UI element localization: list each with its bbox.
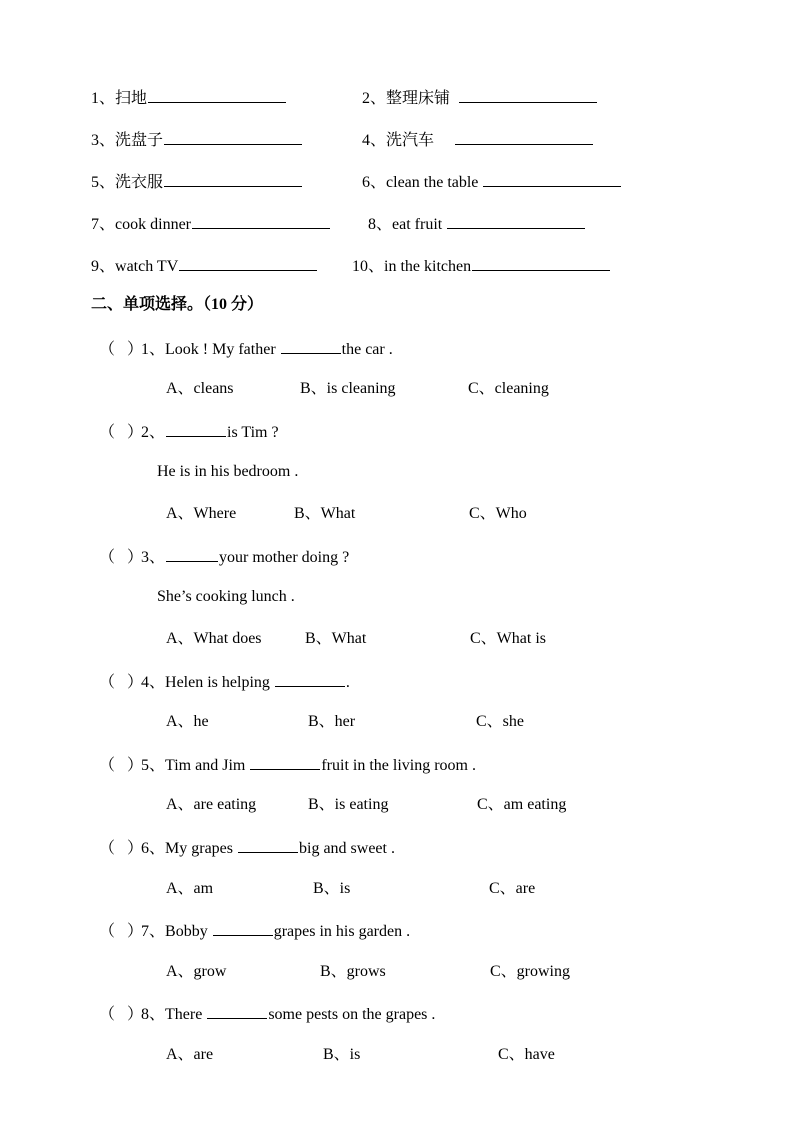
item-number: 7 — [91, 216, 99, 233]
question-text-post: big and sweet . — [299, 840, 395, 857]
separator: 、 — [370, 132, 387, 149]
separator: 、 — [149, 1006, 166, 1023]
item-text: 扫地 — [115, 90, 148, 107]
question-text-post: grapes in his garden . — [273, 923, 411, 940]
option-b[interactable]: B、What — [294, 505, 356, 522]
question-text-pre: There — [165, 1006, 203, 1023]
question-1 — [99, 338, 393, 360]
separator: 、 — [149, 757, 166, 774]
item-text: 洗汽车 — [386, 132, 435, 149]
question-7 — [99, 920, 410, 942]
separator: 、 — [368, 258, 385, 275]
separator: 、 — [99, 90, 116, 107]
section-2-heading: 二、单项选择。（10 分） — [91, 296, 264, 313]
question-number: 2 — [141, 424, 149, 441]
option-a[interactable]: A、are — [166, 1046, 214, 1063]
question-blank[interactable] — [281, 338, 341, 354]
question-blank[interactable] — [250, 754, 320, 770]
option-b[interactable]: B、is — [323, 1046, 361, 1063]
answer-blank[interactable] — [459, 87, 597, 103]
separator: 、 — [99, 216, 116, 233]
question-blank[interactable] — [166, 546, 218, 562]
question-text-pre: Bobby — [165, 923, 208, 940]
vocab-item-4 — [362, 129, 594, 151]
option-b[interactable]: B、is cleaning — [300, 380, 396, 397]
question-text-post: the car . — [341, 341, 393, 358]
question-3 — [99, 546, 349, 568]
item-text: in the kitchen — [384, 258, 472, 275]
answer-blank[interactable] — [472, 255, 610, 271]
separator: 、 — [99, 258, 116, 275]
question-number: 8 — [141, 1006, 149, 1023]
question-text-post: is Tim ? — [227, 424, 279, 441]
option-a[interactable]: A、cleans — [166, 380, 234, 397]
item-number: 9 — [91, 258, 99, 275]
question-blank[interactable] — [213, 920, 273, 936]
question-number: 6 — [141, 840, 149, 857]
answer-paren[interactable]: （ ） — [99, 674, 144, 691]
item-number: 1 — [91, 90, 99, 107]
question-text-pre: Tim and Jim — [165, 757, 246, 774]
option-c[interactable]: C、have — [498, 1046, 555, 1063]
item-number: 2 — [362, 90, 370, 107]
vocab-item-10 — [352, 255, 611, 277]
answer-blank[interactable] — [447, 213, 585, 229]
answer-paren[interactable]: （ ） — [99, 341, 144, 358]
item-text: clean the table — [386, 174, 479, 191]
question-4 — [99, 671, 350, 693]
option-a[interactable]: A、are eating — [166, 796, 257, 813]
question-text-pre: Helen is helping — [165, 674, 270, 691]
item-text: 洗衣服 — [115, 174, 164, 191]
answer-blank[interactable] — [164, 171, 302, 187]
answer-blank[interactable] — [192, 213, 330, 229]
question-text-post: . — [345, 674, 350, 691]
item-number: 5 — [91, 174, 99, 191]
item-number: 10 — [352, 258, 368, 275]
answer-paren[interactable]: （ ） — [99, 757, 144, 774]
question-blank[interactable] — [166, 421, 226, 437]
question-blank[interactable] — [207, 1003, 267, 1019]
answer-blank[interactable] — [148, 87, 286, 103]
answer-paren[interactable]: （ ） — [99, 424, 144, 441]
question-number: 7 — [141, 923, 149, 940]
option-b[interactable]: B、grows — [320, 963, 386, 980]
answer-blank[interactable] — [179, 255, 317, 271]
option-a[interactable]: A、grow — [166, 963, 227, 980]
vocab-item-8 — [368, 213, 586, 235]
separator: 、 — [149, 923, 166, 940]
question-6 — [99, 837, 395, 859]
separator: 、 — [149, 840, 166, 857]
separator: 、 — [149, 424, 166, 441]
question-8 — [99, 1003, 435, 1025]
item-number: 4 — [362, 132, 370, 149]
question-blank[interactable] — [275, 671, 345, 687]
item-text: 洗盘子 — [115, 132, 164, 149]
question-number: 3 — [141, 549, 149, 566]
question-answer-line: He is in his bedroom . — [157, 463, 299, 480]
question-number: 5 — [141, 757, 149, 774]
question-blank[interactable] — [238, 837, 298, 853]
vocab-item-6 — [362, 171, 622, 193]
option-b[interactable]: B、is eating — [308, 796, 389, 813]
question-text-post: some pests on the grapes . — [268, 1006, 436, 1023]
separator: 、 — [370, 90, 387, 107]
answer-paren[interactable]: （ ） — [99, 923, 144, 940]
question-text-pre: My grapes — [165, 840, 233, 857]
item-number: 8 — [368, 216, 376, 233]
question-text-post: fruit in the living room . — [321, 757, 476, 774]
option-c[interactable]: C、are — [489, 880, 536, 897]
vocab-item-9 — [91, 255, 318, 277]
separator: 、 — [149, 341, 166, 358]
option-a[interactable]: A、What does — [166, 630, 262, 647]
item-text: cook dinner — [115, 216, 191, 233]
answer-blank[interactable] — [455, 129, 593, 145]
separator: 、 — [99, 132, 116, 149]
option-c[interactable]: C、she — [476, 713, 525, 730]
option-c[interactable]: C、Who — [469, 505, 527, 522]
separator: 、 — [149, 674, 166, 691]
vocab-item-3 — [91, 129, 303, 151]
item-number: 3 — [91, 132, 99, 149]
option-a[interactable]: A、Where — [166, 505, 237, 522]
option-b[interactable]: B、her — [308, 713, 356, 730]
answer-paren[interactable]: （ ） — [99, 840, 144, 857]
question-text-post: your mother doing ? — [219, 549, 350, 566]
question-text-pre: Look ! My father — [165, 341, 276, 358]
vocab-item-7 — [91, 213, 331, 235]
option-b[interactable]: B、What — [305, 630, 367, 647]
question-5 — [99, 754, 476, 776]
question-2 — [99, 421, 279, 443]
separator: 、 — [370, 174, 387, 191]
answer-blank[interactable] — [483, 171, 621, 187]
item-text: eat fruit — [392, 216, 443, 233]
answer-paren[interactable]: （ ） — [99, 549, 144, 566]
separator: 、 — [376, 216, 393, 233]
question-number: 1 — [141, 341, 149, 358]
option-c[interactable]: C、am eating — [477, 796, 567, 813]
separator: 、 — [149, 549, 166, 566]
option-a[interactable]: A、he — [166, 713, 209, 730]
item-number: 6 — [362, 174, 370, 191]
item-text: watch TV — [115, 258, 179, 275]
option-c[interactable]: C、What is — [470, 630, 546, 647]
vocab-item-1 — [91, 87, 287, 109]
option-c[interactable]: C、cleaning — [468, 380, 549, 397]
separator: 、 — [99, 174, 116, 191]
vocab-item-5 — [91, 171, 303, 193]
item-text: 整理床铺 — [386, 90, 451, 107]
answer-blank[interactable] — [164, 129, 302, 145]
vocab-item-2 — [362, 87, 598, 109]
option-b[interactable]: B、is — [313, 880, 351, 897]
option-a[interactable]: A、am — [166, 880, 214, 897]
question-number: 4 — [141, 674, 149, 691]
question-answer-line: She’s cooking lunch . — [157, 588, 295, 605]
answer-paren[interactable]: （ ） — [99, 1006, 144, 1023]
option-c[interactable]: C、growing — [490, 963, 571, 980]
